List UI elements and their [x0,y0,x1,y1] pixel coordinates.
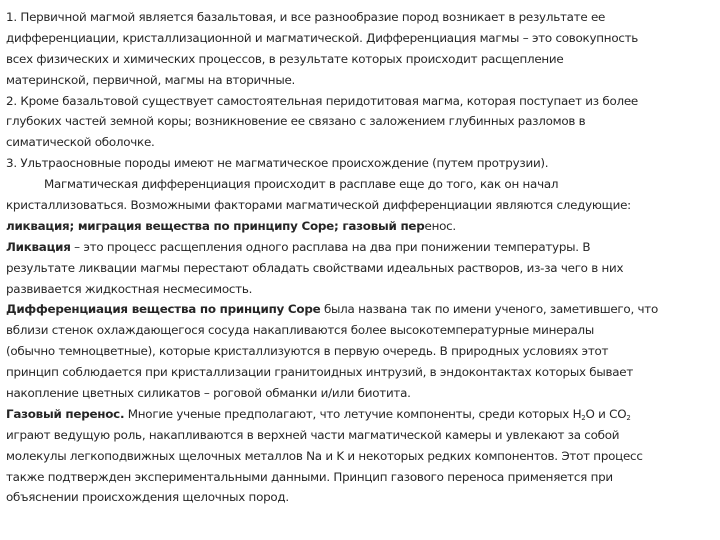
paragraph-2-line: 2. Кроме базальтовой существует самостоятельная перидотитовая магма, которая поступает из более [6,93,638,108]
soret-first: была названа так по имени ученого, заметившего, что [320,302,658,317]
soret-line: накопление цветных силикатов – роговой обманки и/или биотита. [6,386,411,401]
soret-term: Дифференциация вещества по принципу Соре [6,302,321,317]
gas-first-a: Многие ученые предполагают, что летучие компоненты, среди которых Н [124,406,582,421]
intro-line: Магматическая дифференциация происходит в расплаве еще до того, как он начал [44,177,559,192]
gas-line: молекулы легкоподвижных щелочных металлов Na и K и некоторых редких компонентов. Этот процесс [6,448,643,463]
liquation-term: Ликвация [6,239,71,254]
liquation-first: – это процесс расщепления одного расплава на два при понижении температуры. В [70,239,591,254]
soret-line: (обычно темноцветные), которые кристаллизуются в первую очередь. В природных условиях этот [6,344,609,359]
gas-subscript-co2: 2 [626,413,631,422]
paragraph-1-line: всех физических и химических процессов, в результате которых происходит расщепление [6,51,564,66]
soret-line [6,299,714,320]
factors-bold: ликвация; миграция вещества по принципу Соре; газовый пер [6,218,425,233]
gas-term: Газовый перенос. [6,406,125,421]
gas-line: играют ведущую роль, накапливаются в верхней части магматической камеры и увлекают за собой [6,427,620,442]
factors-tail: енос. [424,218,456,233]
paragraph-3-line: 3. Ультраосновные породы имеют не магматическое происхождение (путем протрузии). [6,156,549,171]
soret-line: вблизи стенок охлаждающегося сосуда накапливаются более высокотемпературные минералы [6,323,595,338]
factors-line [6,216,714,237]
paragraph-2-line: глубоких частей земной коры; возникновение ее связано с заложением глубинных разломов в [6,114,586,129]
paragraph-1-line: материнской, первичной, магмы на вторичные. [6,72,296,87]
liquation-line [6,237,714,258]
gas-subscript-h2: 2 [581,413,586,422]
liquation-line: результате ликвации магмы перестают обладать свойствами идеальных растворов, из-за чего в них [6,260,624,275]
gas-first-b: О и СО [585,406,627,421]
liquation-line: развивается жидкостная несмесимость. [6,281,253,296]
soret-line: принцип соблюдается при кристаллизации гранитоидных интрузий, в эндоконтактах которых бывает [6,365,634,380]
paragraph-1-line: 1. Первичной магмой является базальтовая, и все разнообразие пород возникает в результате ее [6,10,606,24]
paragraph-2-line: симатической оболочке. [6,135,155,150]
paragraph-1-line: дифференциации, кристаллизационной и магматической. Дифференциация магмы – это совокупность [6,30,639,45]
gas-line [6,404,714,425]
gas-line: также подтвержден экспериментальными данными. Принцип газового переноса применяется при [6,469,613,484]
gas-line: объяснении происхождения щелочных пород. [6,490,289,505]
intro-line: кристаллизоваться. Возможными факторами магматической дифференциации являются следующие: [6,198,631,213]
